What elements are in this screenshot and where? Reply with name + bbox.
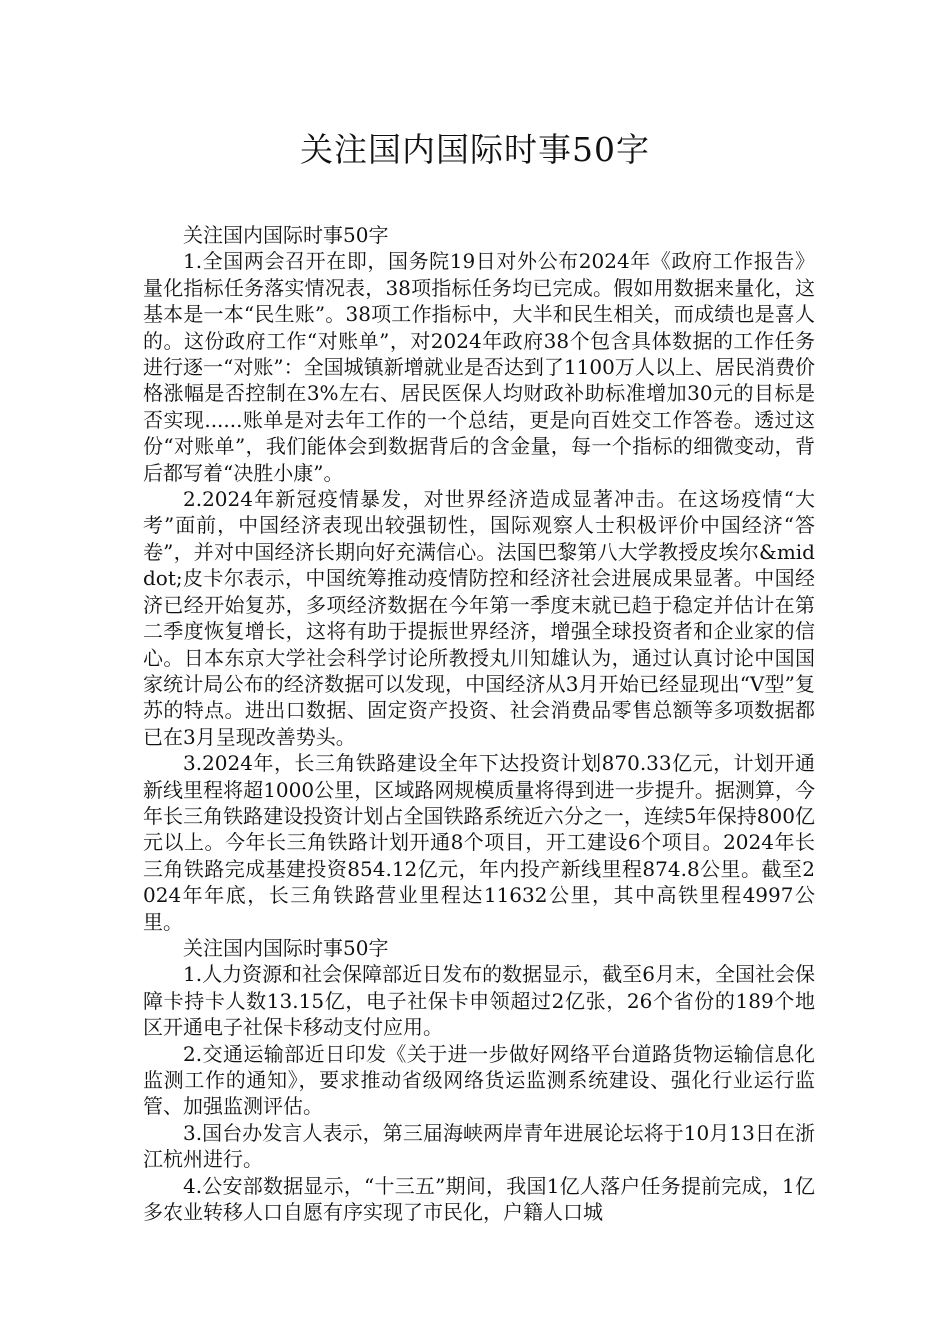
paragraph: 1.人力资源和社会保障部近日发布的数据显示，截至6月末，全国社会保障卡持卡人数13.15亿，电子社保卡申领超过2亿张，26个省份的189个地区开通电子社保卡移动支付应用。 bbox=[143, 962, 815, 1040]
document-title: 关注国内国际时事50字 bbox=[300, 130, 650, 169]
section-heading: 关注国内国际时事50字 bbox=[183, 223, 389, 247]
paragraph: 2.交通运输部近日印发《关于进一步做好网络平台道路货物运输信息化监测工作的通知》，要求推动省级网络货运监测系统建设、强化行业运行监管、加强监测评估。 bbox=[143, 1041, 815, 1119]
paragraph: 1.全国两会召开在即，国务院19日对外公布2024年《政府工作报告》量化指标任务落实情况表，38项指标任务均已完成。假如用数据来量化，这基本是一本“民生账”。38项工作指标中，大半和民生相关，而成绩也是喜人的。这份政府工作“对账单”，对2024年政府38个包含具体数据的工作任务进行逐一“对账”：全国城镇新增就业是否达到了1100万人以上、居民消费价格涨幅是否控制在3%左右、居民医保人均财政补助标准增加30元的目标是否实现......账单是对去年工作的一个总结，更是向百姓交工作答卷。透过这份“对账单”，我们能体会到数据背后的含金量，每一个指标的细微变动，背后都写着“决胜小康”。 bbox=[143, 249, 815, 485]
paragraph: 3.2024年，长三角铁路建设全年下达投资计划870.33亿元，计划开通新线里程将超1000公里，区域路网规模质量将得到进一步提升。据测算，今年长三角铁路建设投资计划占全国铁路系统近六分之一，连续5年保持800亿元以上。今年长三角铁路计划开通8个项目，开工建设6个项目。2024年长三角铁路完成基建投资854.12亿元，年内投产新线里程874.8公里。截至2024年年底，长三角铁路营业里程达11632公里，其中高铁里程4997公里。 bbox=[143, 751, 815, 934]
paragraph: 3.国台办发言人表示，第三届海峡两岸青年进展论坛将于10月13日在浙江杭州进行。 bbox=[143, 1120, 815, 1172]
paragraph: 4.公安部数据显示，“十三五”期间，我国1亿人落户任务提前完成，1亿多农业转移人口自愿有序实现了市民化，户籍人口城 bbox=[143, 1173, 815, 1225]
section-heading: 关注国内国际时事50字 bbox=[183, 935, 389, 960]
document-body bbox=[143, 222, 815, 1225]
paragraph: 2.2024年新冠疫情暴发，对世界经济造成显著冲击。在这场疫情“大考”面前，中国经济表现出较强韧性，国际观察人士积极评价中国经济“答卷”，并对中国经济长期向好充满信心。法国巴黎第八大学教授皮埃尔&middot;皮卡尔表示，中国统筹推动疫情防控和经济社会进展成果显著。中国经济已经开始复苏，多项经济数据在今年第一季度末就已趋于稳定并估计在第二季度恢复增长，这将有助于提振世界经济，增强全球投资者和企业家的信心。日本东京大学社会科学讨论所教授丸川知雄认为，通过认真讨论中国国家统计局公布的经济数据可以发现，中国经济从3月开始已经显现出“V型”复苏的特点。进出口数据、固定资产投资、社会消费品零售总额等多项数据都已在3月呈现改善势头。 bbox=[143, 487, 815, 749]
